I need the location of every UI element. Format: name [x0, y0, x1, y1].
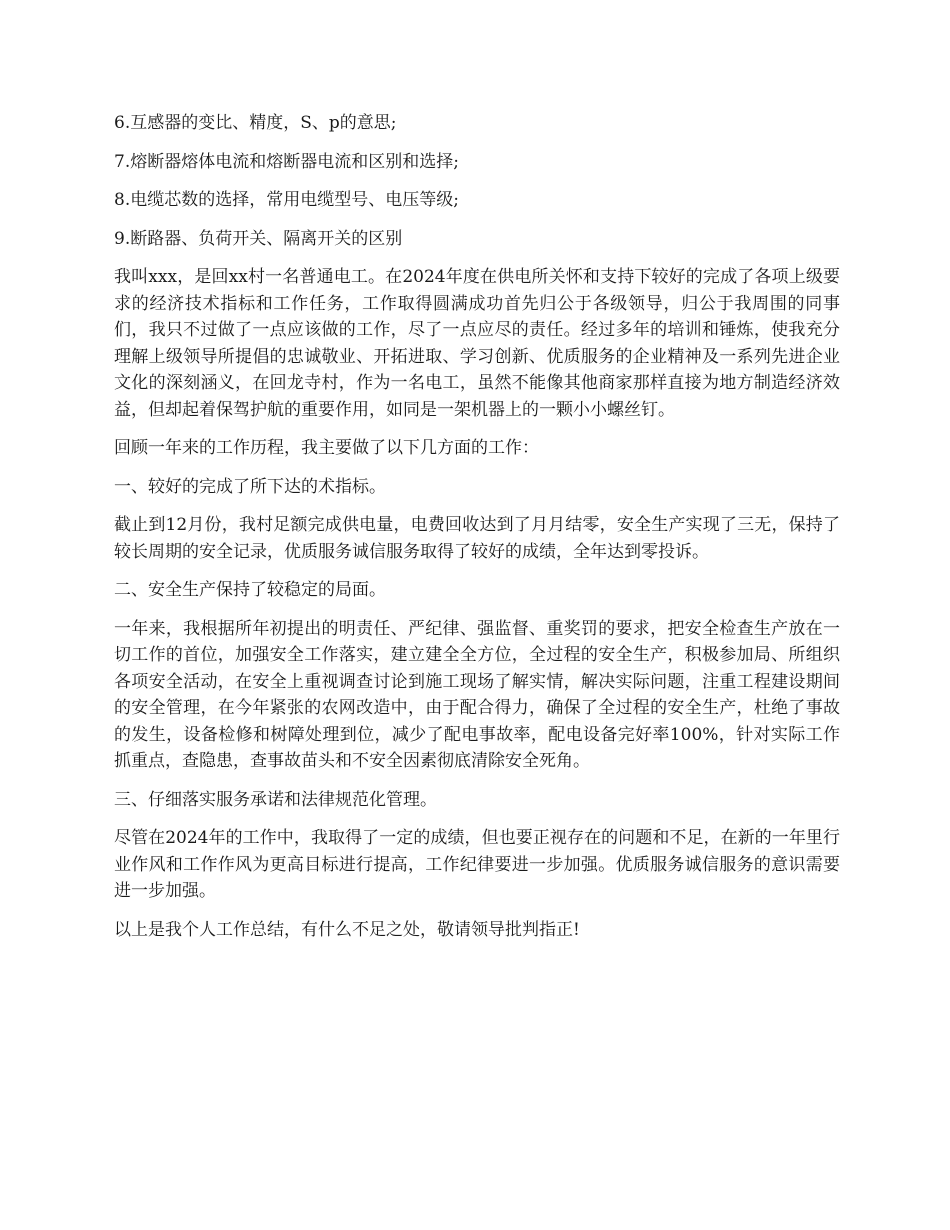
review-paragraph: 回顾一年来的工作历程，我主要做了以下几方面的工作：: [114, 438, 539, 458]
section-body-3: 尽管在2024年的工作中，我取得了一定的成绩，但也要正视存在的问题和不足，在新的一年里行业作风和工作作风为更高目标进行提高，工作纪律要进一步加强。优质服务诚信服务的意识需要进一步加强。: [114, 828, 840, 901]
section-heading-2: 二、安全生产保持了较稳定的局面。: [114, 580, 386, 600]
list-item-transformer: 6.互感器的变比、精度，S、p的意思;: [114, 113, 397, 133]
intro-paragraph: 我叫xxx，是回xx村一名普通电工。在2024年度在供电所关怀和支持下较好的完成了各项上级要求的经济技术指标和工作任务，工作取得圆满成功首先归公于各级领导，归公于我周围的同事们，我只不过做了一点应该做的工作，尽了一点应尽的责任。经过多年的培训和锤炼，使我充分理解上级领导所提倡的忠诚敬业、开拓进取、学习创新、优质服务的企业精神及一系列先进企业文化的深刻涵义，在回龙寺村，作为一名电工，虽然不能像其他商家那样直接为地方制造经济效益，但却起着保驾护航的重要作用，如同是一架机器上的一颗小小螺丝钉。: [114, 267, 840, 420]
list-item-fuse: 7.熔断器熔体电流和熔断器电流和区别和选择;: [114, 151, 459, 172]
list-item-breaker: 9.断路器、负荷开关、隔离开关的区别: [114, 228, 403, 249]
section-heading-1: 一、较好的完成了所下达的术指标。: [114, 476, 386, 497]
closing-paragraph: 以上是我个人工作总结，有什么不足之处，敬请领导批判指正!: [114, 919, 580, 940]
document-body: [114, 110, 840, 955]
section-body-2: 一年来，我根据所年初提出的明责任、严纪律、强监督、重奖罚的要求，把安全检查生产放在一切工作的首位，加强安全工作落实，建立建全全方位，全过程的安全生产，积极参加局、所组织各项安全活动，在安全上重视调查讨论到施工现场了解实情，解决实际问题，注重工程建设期间的安全管理，在今年紧张的农网改造中，由于配合得力，确保了全过程的安全生产，杜绝了事故的发生，设备检修和树障处理到位，减少了配电事故率，配电设备完好率100%，针对实际工作抓重点，查隐患，查事故苗头和不安全因素彻底清除安全死角。: [114, 618, 840, 771]
list-item-cable: 8.电缆芯数的选择，常用电缆型号、电压等级;: [114, 190, 459, 210]
section-body-1: 截止到12月份，我村足额完成供电量，电费回收达到了月月结零，安全生产实现了三无，保持了较长周期的安全记录，优质服务诚信服务取得了较好的成绩，全年达到零投诉。: [114, 515, 840, 562]
section-heading-3: 三、仔细落实服务承诺和法律规范化管理。: [114, 789, 437, 810]
